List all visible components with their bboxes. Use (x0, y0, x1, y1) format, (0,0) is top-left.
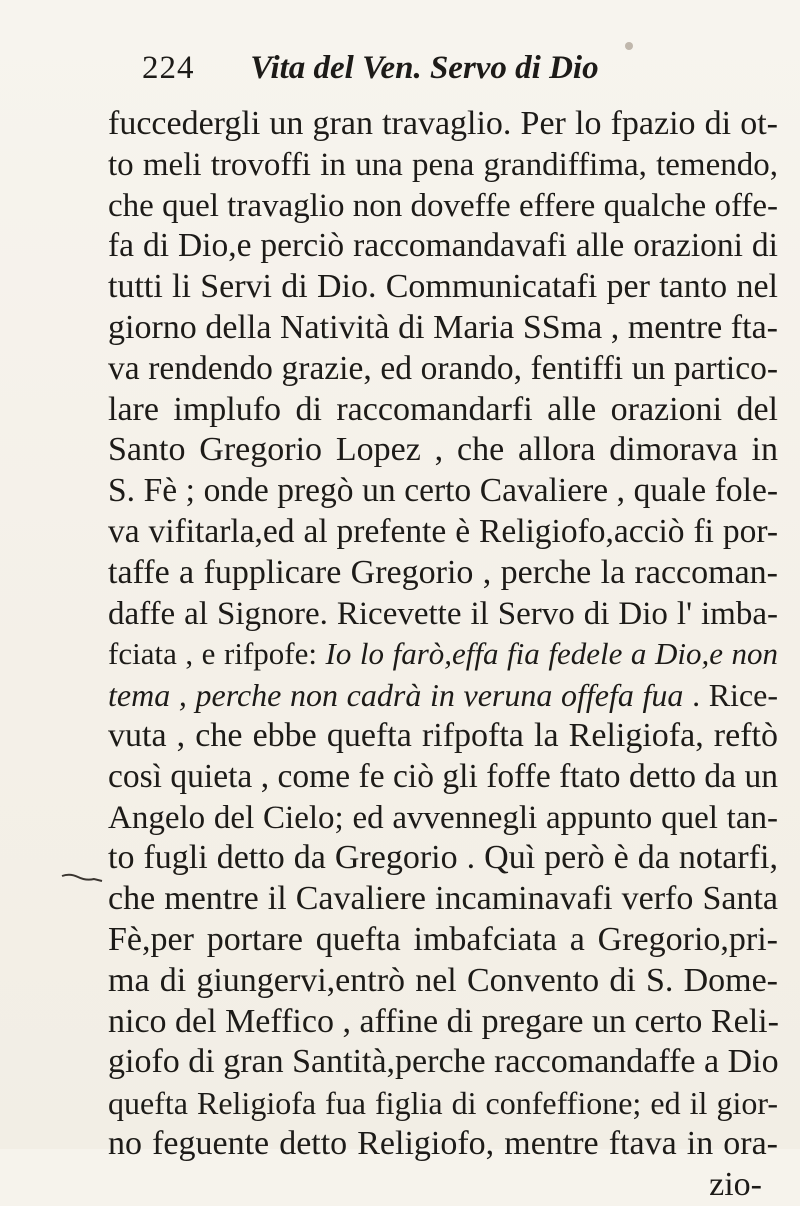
text-line: ma di giungervi,entrò nel Convento di S. Dome- (108, 961, 778, 999)
text-line: no feguente detto Religiofo, mentre ftava in ora- (108, 1124, 778, 1162)
text-line: to meli trovoffi in una pena grandiffima, temendo, (108, 146, 778, 183)
margin-annotation-mark (60, 871, 104, 885)
catchword: zio- (709, 1165, 762, 1203)
page-header (142, 46, 760, 90)
page-number: 224 (142, 50, 195, 86)
text-line: quefta Religiofa fua figlia di confeffione; ed il gior- (108, 1085, 778, 1122)
text-line: tema , perche non cadrà in veruna offefa fua . Rice- (108, 677, 779, 714)
text-line: nico del Meffico , affine di pregare un certo Reli- (108, 1002, 779, 1040)
text-line: fa di Dio,e perciò raccomandavafi alle orazioni di (108, 227, 778, 265)
running-title: Vita del Ven. Servo di Dio (250, 50, 599, 86)
text-line: così quieta , come fe ciò gli foffe ftato detto da un (108, 757, 778, 795)
text-line: giofo di gran Santità,perche raccomandaffe a Dio (108, 1043, 779, 1081)
text-line: tutti li Servi di Dio. Communicatafi per tanto nel (108, 268, 778, 306)
text-line: che quel travaglio non doveffe effere qualche offe- (108, 187, 778, 224)
text-line: S. Fè ; onde pregò un certo Cavaliere , quale fole- (108, 472, 778, 510)
text-line: fciata , e rifpofe: Io lo farò,effa fia fedele a Dio,e non (108, 636, 779, 672)
text-line: fuccedergli un gran travaglio. Per lo fpazio di ot- (108, 105, 778, 142)
text-line: che mentre il Cavaliere incaminavafi verfo Santa (108, 880, 778, 918)
text-line: va rendendo grazie, ed orando, fentiffi un partico- (108, 349, 778, 387)
quoted-reply-cont: tema , perche non cadrà in veruna offefa fua (108, 677, 684, 714)
text-line: vuta , che ebbe quefta rifpofta la Religiofa, reftò (108, 716, 778, 754)
body-text (108, 104, 778, 1206)
text-line: lare implufo di raccomandarfi alle orazioni del (108, 390, 778, 428)
text-line: to fugli detto da Gregorio . Quì però è da notarfi, (108, 839, 778, 877)
text-line: Fè,per portare quefta imbafciata a Gregorio,pri- (108, 920, 778, 958)
text-line: va vifitarla,ed al prefente è Religiofo,acciò fi por- (108, 512, 778, 550)
text-line: Santo Gregorio Lopez , che allora dimorava in (108, 431, 778, 469)
text-line: taffe a fupplicare Gregorio , perche la raccoman- (108, 553, 778, 591)
text-line: daffe al Signore. Ricevette il Servo di Dio l' imba- (108, 595, 778, 632)
text-line: Angelo del Cielo; ed avvennegli appunto quel tan- (108, 799, 778, 836)
text-line: giorno della Natività di Maria SSma , mentre fta- (108, 308, 778, 346)
quoted-reply: Io lo farò,effa fia fedele a Dio,e non (325, 636, 779, 672)
